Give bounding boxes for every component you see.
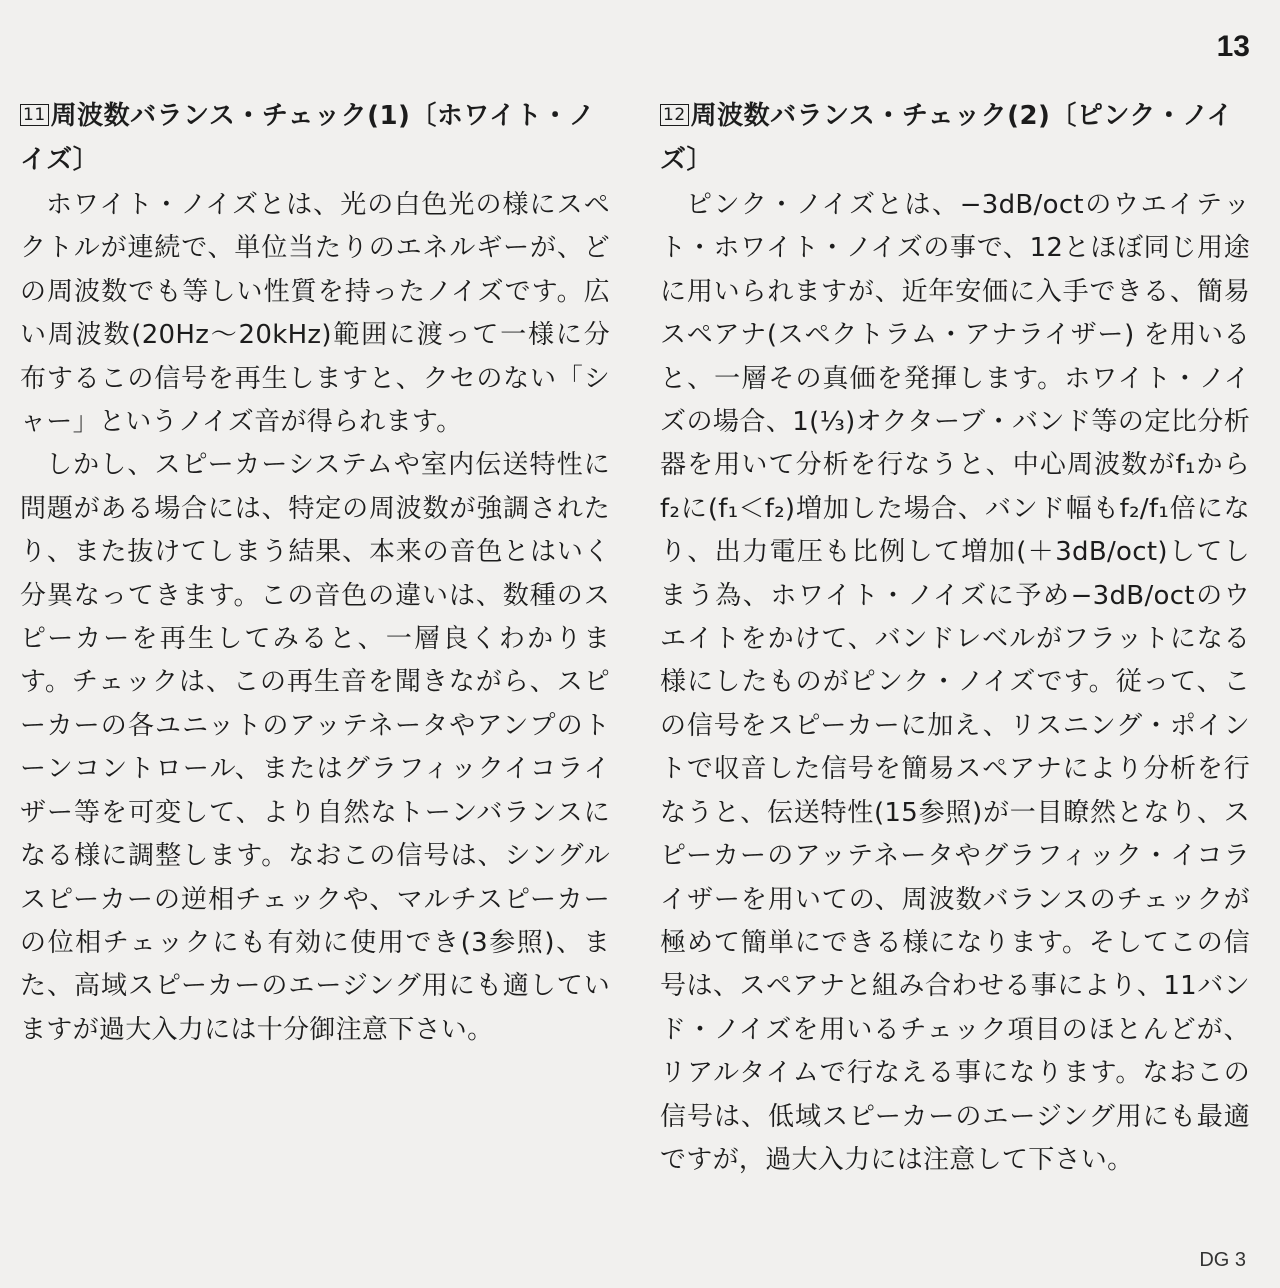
footer-code: DG 3 bbox=[1199, 1249, 1246, 1271]
section-title: 周波数バランス・チェック(2)〔ピンク・ノイズ〕 bbox=[660, 101, 1234, 175]
right-column bbox=[660, 92, 1250, 1182]
paragraph: しかし、スピーカーシステムや室内伝送特性に問題がある場合には、特定の周波数が強調されたり、また抜けてしまう結果、本来の音色とはいく分異なってきます。この音色の違いは、数種のスピーカーを再生してみると、一層良くわかります。チェックは、この再生音を聞きながら、スピーカーの各ユニットのアッテネータやアンプのトーンコントロール、またはグラフィックイコライザー等を可変して、より自然なトーンバランスになる様に調整します。なおこの信号は、シングルスピーカーの逆相チェックや、マルチスピーカーの位相チェックにも有効に使用でき(3参照)、また、高域スピーカーのエージング用にも適していますが過大入力には十分御注意下さい。 bbox=[20, 450, 610, 1045]
page-number: 13 bbox=[1216, 30, 1250, 63]
section-heading-11 bbox=[20, 92, 610, 182]
paragraph: ピンク・ノイズとは、−3dB/octのウエイテット・ホワイト・ノイズの事で、12とほぼ同じ用途に用いられますが、近年安価に入手できる、簡易スペアナ(スペクトラム・アナライザー) を用いると、一層その真価を発揮します。ホワイト・ノイズの場合、1(⅓)オクターブ・バンド等の定比分析器を用いて分析を行なうと、中心周波数がf₁からf₂に(f₁＜f₂)増加した場合、バンド幅もf₂/f₁倍になり、出力電圧も比例して増加(＋3dB/oct)してしまう為、ホワイト・ノイズに予め−3dB/octのウエイトをかけて、バンドレベルがフラットになる様にしたものがピンク・ノイズです。従って、この信号をスピーカーに加え、リスニング・ポイントで収音した信号を簡易スペアナにより分析を行なうと、伝送特性(15参照)が一目瞭然となり、スピーカーのアッテネータやグラフィック・イコライザーを用いての、周波数バランスのチェックが極めて簡単にできる様になります。そしてこの信号は、スペアナと組み合わせる事により、11バンド・ノイズを用いるチェック項目のほとんどが、リアルタイムで行なえる事になります。なおこの信号は、低域スピーカーのエージング用にも最適ですが，過大入力には注意して下さい。 bbox=[660, 190, 1250, 1175]
section-number-badge: 11 bbox=[20, 104, 49, 126]
section-heading-12 bbox=[660, 92, 1250, 182]
section-number-badge: 12 bbox=[660, 104, 689, 126]
paragraph: ホワイト・ノイズとは、光の白色光の様にスペクトルが連続で、単位当たりのエネルギーが、どの周波数でも等しい性質を持ったノイズです。広い周波数(20Hz～20kHz)範囲に渡って一様に分布するこの信号を再生しますと、クセのない「シャー」というノイズ音が得られます。 bbox=[20, 190, 610, 438]
section-title: 周波数バランス・チェック(1)〔ホワイト・ノ イズ〕 bbox=[20, 101, 596, 175]
left-column bbox=[20, 92, 610, 1052]
